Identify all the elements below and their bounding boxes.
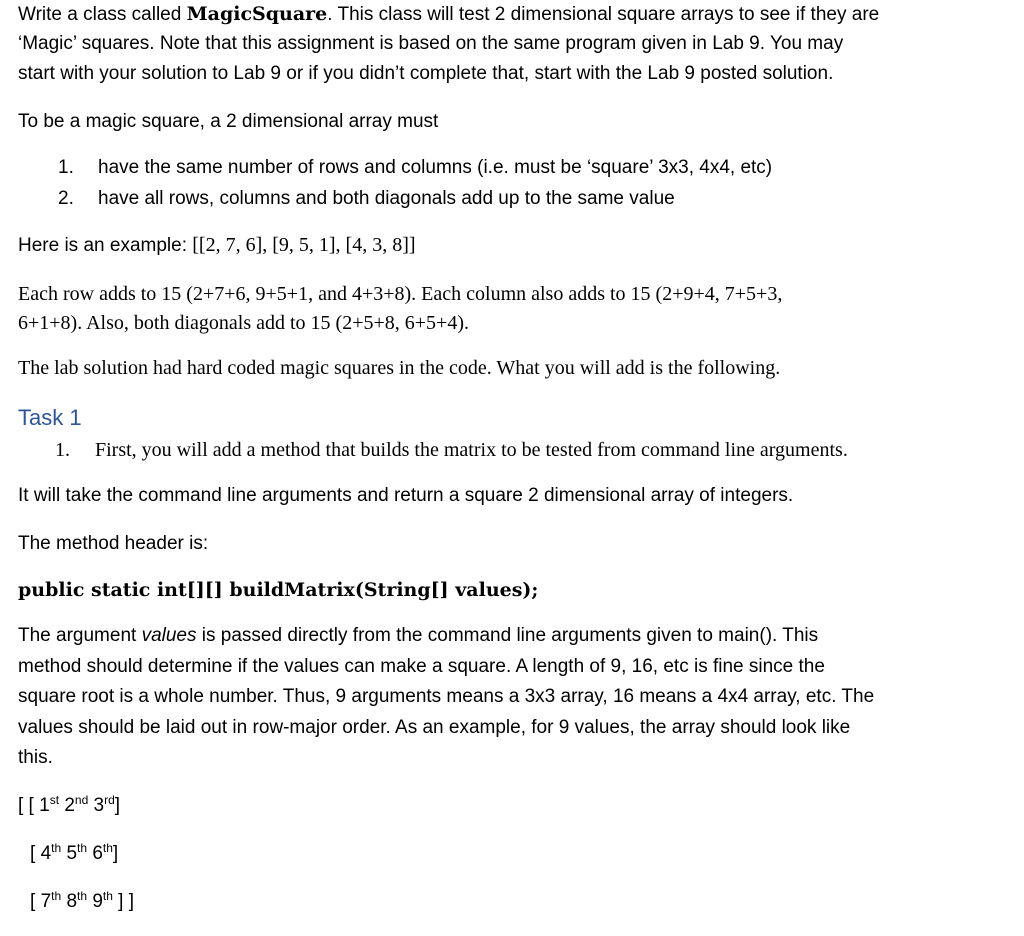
lab-note: The lab solution had hard coded magic squares in the code. What you will add is the following.: [18, 357, 781, 379]
ordinal-suffix: th: [102, 889, 113, 903]
ordinal-suffix: nd: [74, 793, 89, 807]
ordinal: 1: [39, 795, 50, 816]
task-item: [55, 439, 848, 462]
ordinal: 4: [40, 843, 52, 864]
intro-line-1: [18, 3, 879, 26]
list-text: have all rows, columns and both diagonals add up to the same value: [98, 188, 675, 209]
example-value: [[2, 7, 6], [9, 5, 1], [4, 3, 8]]: [192, 234, 416, 256]
ordinal: 9: [92, 891, 103, 912]
bracket: ]: [114, 795, 121, 816]
ordinal-suffix: th: [51, 889, 62, 903]
list-text: have the same number of rows and columns (i.e. must be ‘square’ 3x3, 4x4, etc): [98, 157, 773, 178]
desc-line-5: this.: [18, 747, 53, 768]
intro-text-end: . This class will test 2 dimensional square arrays to see if they are: [327, 4, 880, 25]
example-label: Here is an example:: [18, 235, 193, 256]
list-text: First, you will add a method that builds the matrix to be tested from command line arguments.: [95, 439, 848, 461]
values-arg: values: [141, 625, 197, 646]
list-number: 2.: [58, 188, 74, 209]
desc-rest: is passed directly from the command line arguments given to main(). This: [196, 625, 819, 646]
ordinal: 7: [40, 891, 52, 912]
ordinal: 5: [66, 843, 78, 864]
example-explain-2: 6+1+8). Also, both diagonals add to 15 (2+5+8, 6+5+4).: [18, 312, 469, 334]
ordinal-suffix: th: [102, 841, 113, 855]
ordinal-suffix: th: [51, 841, 62, 855]
desc-line-1: [18, 625, 818, 647]
bracket: ]: [112, 843, 119, 864]
requirement-item: [58, 157, 772, 179]
desc-pre: The argument: [18, 625, 142, 646]
ordinal-suffix: st: [49, 793, 60, 807]
take-args-text: It will take the command line arguments and return a square 2 dimensional array of integers.: [18, 485, 794, 506]
ordinal: 6: [92, 843, 103, 864]
intro-text-start: Write a class called: [18, 4, 187, 25]
bracket: [: [30, 843, 41, 864]
list-number: 1.: [58, 157, 74, 178]
bracket: [: [30, 891, 41, 912]
bracket: ] ]: [112, 891, 135, 912]
desc-line-4: values should be laid out in row-major order. As an example, for 9 values, the array should look like: [18, 717, 851, 738]
example-explain-1: Each row adds to 15 (2+7+6, 9+5+1, and 4+3+8). Each column also adds to 15 (2+9+4, 7+5+3,: [18, 283, 783, 305]
ordinal-suffix: rd: [104, 793, 115, 807]
matrix-row-2: [30, 843, 118, 865]
class-name: MagicSquare: [186, 3, 328, 25]
ordinal: 3: [93, 795, 105, 816]
list-number: 1.: [55, 439, 70, 461]
ordinal: 8: [66, 891, 78, 912]
ordinal-suffix: th: [77, 841, 88, 855]
example-line: [18, 234, 416, 257]
ordinal: 2: [64, 795, 75, 816]
matrix-row-1: [18, 795, 120, 817]
requirements-lead: To be a magic square, a 2 dimensional array must: [18, 111, 439, 132]
ordinal-suffix: th: [77, 889, 88, 903]
intro-line-3: start with your solution to Lab 9 or if you didn’t complete that, start with the Lab 9 posted solution.: [18, 63, 834, 84]
bracket: [ [: [18, 795, 40, 816]
matrix-row-3: [30, 891, 134, 913]
intro-line-2: ‘Magic’ squares. Note that this assignment is based on the same program given in Lab 9. You may: [18, 33, 844, 54]
task-heading: Task 1: [18, 405, 82, 430]
requirement-item: [58, 188, 675, 210]
desc-line-2: method should determine if the values can make a square. A length of 9, 16, etc is fine since the: [18, 656, 825, 677]
method-header-label: The method header is:: [18, 533, 209, 554]
method-signature: public static int[][] buildMatrix(String[] values);: [18, 579, 539, 601]
desc-line-3: square root is a whole number. Thus, 9 arguments means a 3x3 array, 16 means a 4x4 array, etc. The: [18, 686, 875, 707]
